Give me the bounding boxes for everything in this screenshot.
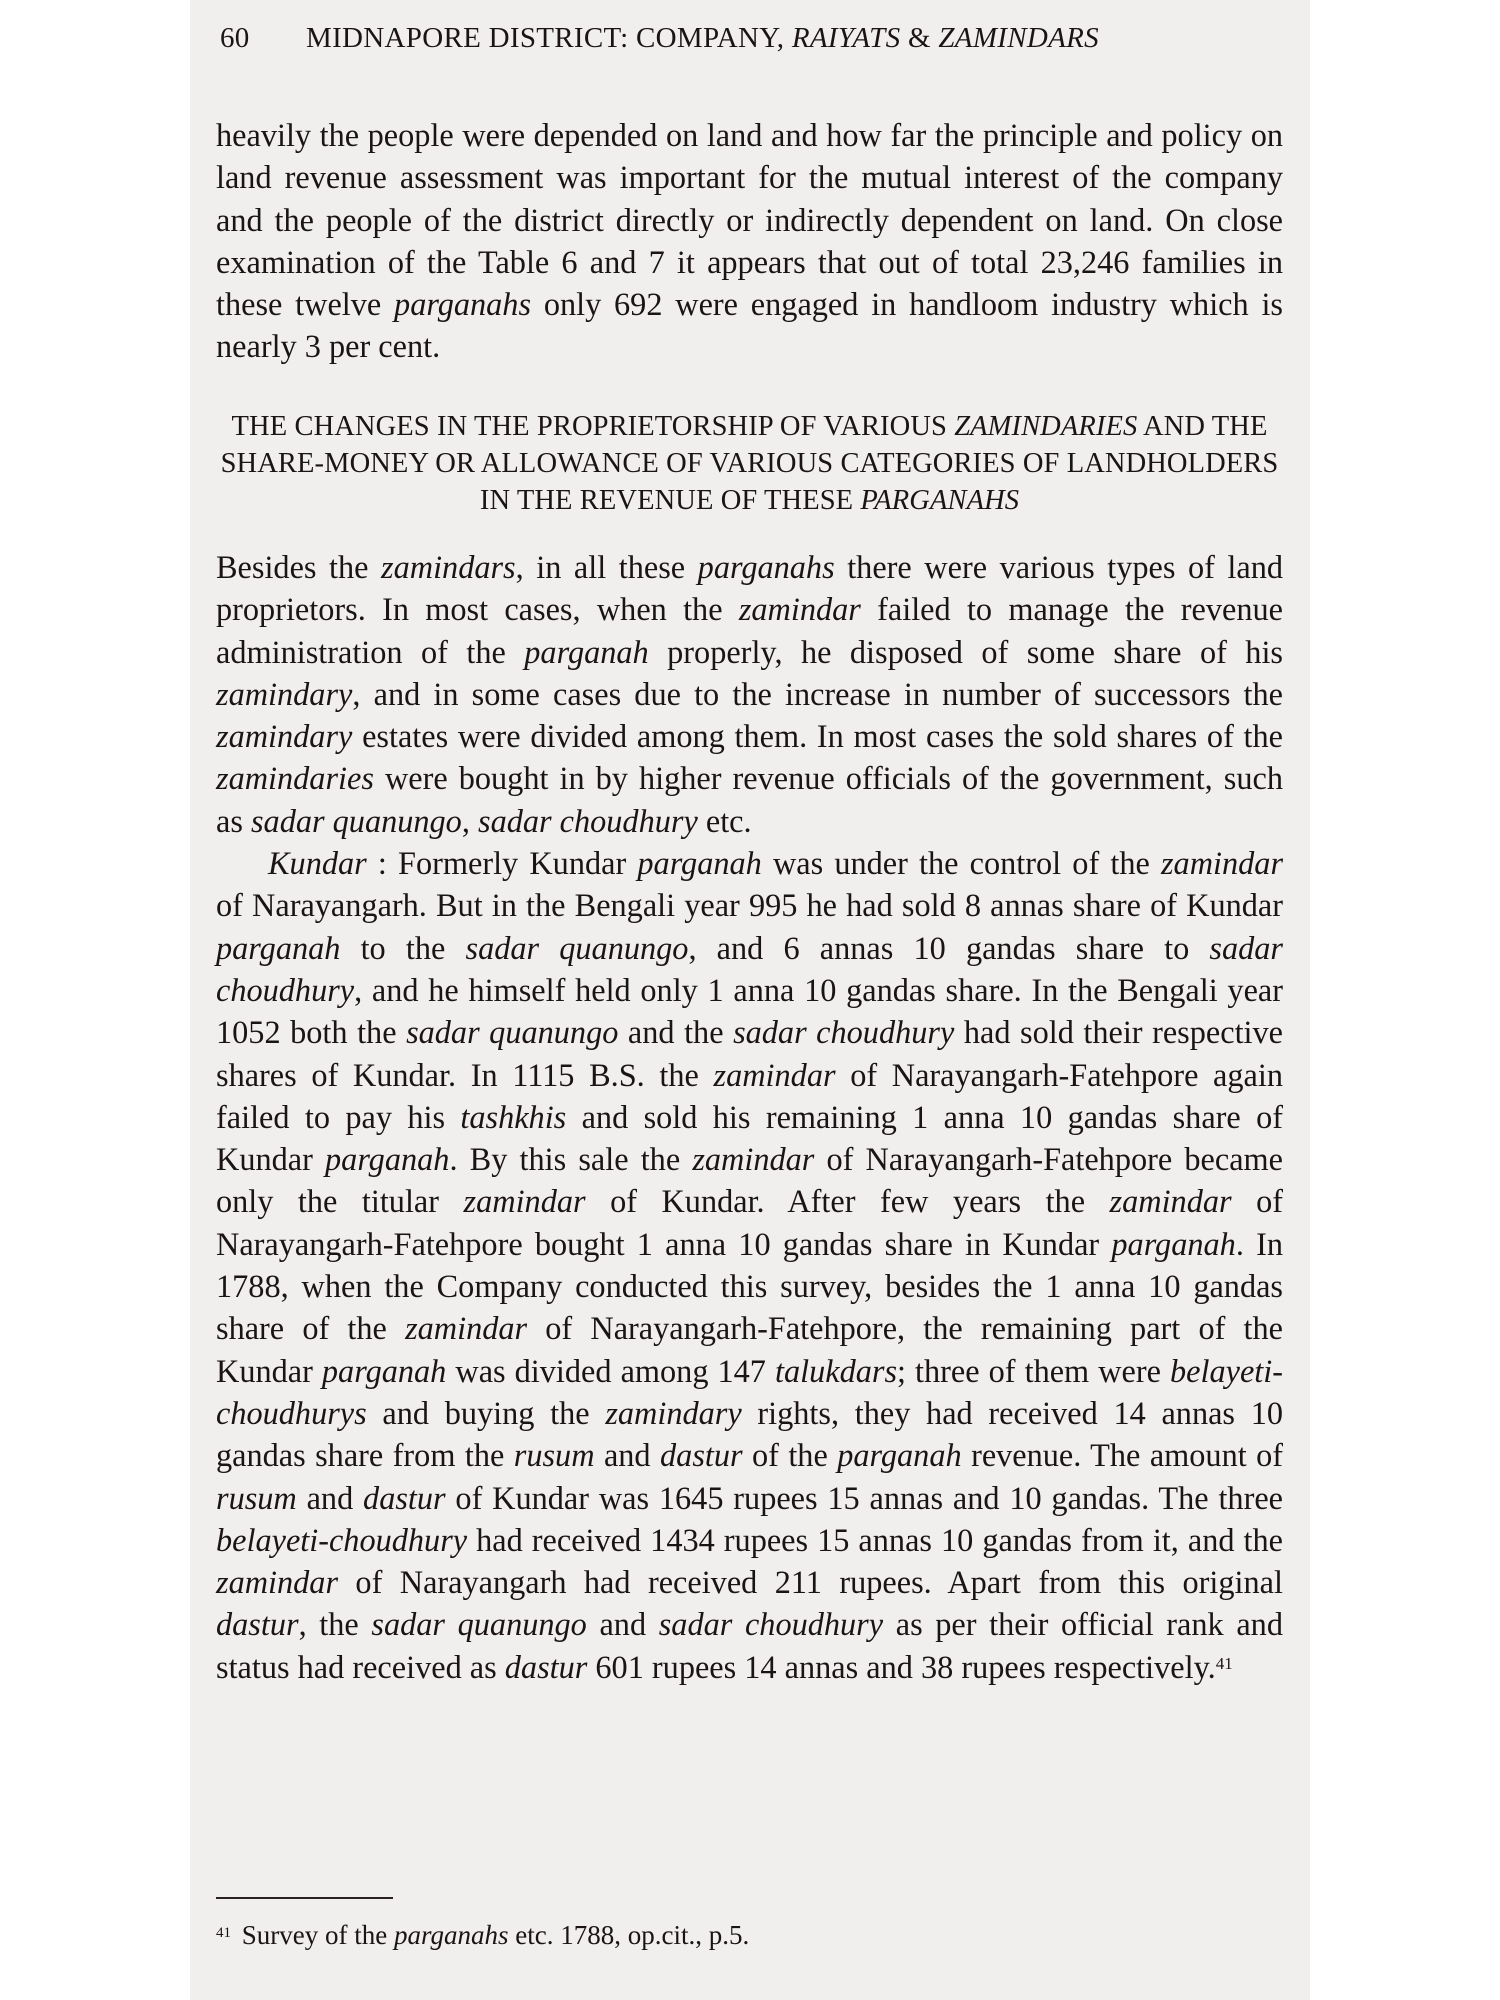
footnote-divider	[216, 1897, 393, 1899]
footnote: $^{41}$ Survey of the parganahs etc. 1788, op.cit., p.5.	[216, 1920, 750, 1950]
paragraph-continuation: heavily the people were depended on land and how far the principle and policy on land revenue assessment was important for the mutual interest of the company and the people of the district directly or indirectly dependent on land. On close examination of the Table 6 and 7 it appears that out of total 23,246 families in these twelve parganahs only 692 were engaged in handloom industry which is nearly 3 per cent.	[216, 117, 1283, 365]
paragraph-kundar: Kundar : Formerly Kundar parganah was under the control of the zamindar of Narayangarh. But in the Bengali year 995 he had sold 8 annas share of Kundar parganah to the sadar quanungo, and 6 annas 10 gandas share to sadar choudhury, and he himself held only 1 anna 10 gandas share. In the Bengali year 1052 both the sadar quanungo and the sadar choudhury had sold their respective shares of Kundar. In 1115 B.S. the zamindar of Narayangarh-Fatehpore again failed to pay his tashkhis and sold his remaining 1 anna 10 gandas share of Kundar parganah. By this sale the zamindar of Narayangarh-Fatehpore became only the titular zamindar of Kundar. After few years the zamindar of Narayangarh-Fatehpore bought 1 anna 10 gandas share in Kundar parganah. In 1788, when the Company conducted this survey, besides the 1 anna 10 gandas share of the zamindar of Narayangarh-Fatehpore, the remaining part of the Kundar parganah was divided among 147 talukdars; three of them were belayeti-choudhurys and buying the zamindary rights, they had received 14 annas 10 gandas share from the rusum and dastur of the parganah revenue. The amount of rusum and dastur of Kundar was 1645 rupees 15 annas and 10 gandas. The three belayeti-choudhury had received 1434 rupees 15 annas 10 gandas from it, and the zamindar of Narayangarh had received 211 rupees. Apart from this original dastur, the sadar quanungo and sadar choudhury as per their official rank and status had received as dastur 601 rupees 14 annas and 38 rupees respectively.$^{41}$	[216, 845, 1284, 1685]
running-header	[220, 22, 1250, 62]
page-number: 60	[220, 22, 250, 54]
footnote-reference[interactable]: 41	[1215, 1653, 1233, 1673]
section-body	[216, 546, 1283, 1688]
section-heading: THE CHANGES IN THE PROPRIETORSHIP OF VARIOUS ZAMINDARIES AND THE SHARE-MONEY OR ALLOWANCE OF VARIOUS CATEGORIES OF LANDHOLDERS IN THE REVENUE OF THESE PARGANAHS	[220, 411, 1279, 516]
book-page	[190, 0, 1310, 2000]
running-title: MIDNAPORE DISTRICT: COMPANY, RAIYATS & ZAMINDARS	[306, 22, 1099, 54]
footnote-marker: 41	[216, 1925, 231, 1941]
paragraph-proprietors: Besides the zamindars, in all these parganahs there were various types of land proprietors. In most cases, when the zamindar failed to manage the revenue administration of the parganah properly, he disposed of some share of his zamindary, and in some cases due to the increase in number of successors the zamindary estates were divided among them. In most cases the sold shares of the zamindaries were bought in by higher revenue officials of the government, such as sadar quanungo, sadar choudhury etc.	[216, 549, 1283, 839]
